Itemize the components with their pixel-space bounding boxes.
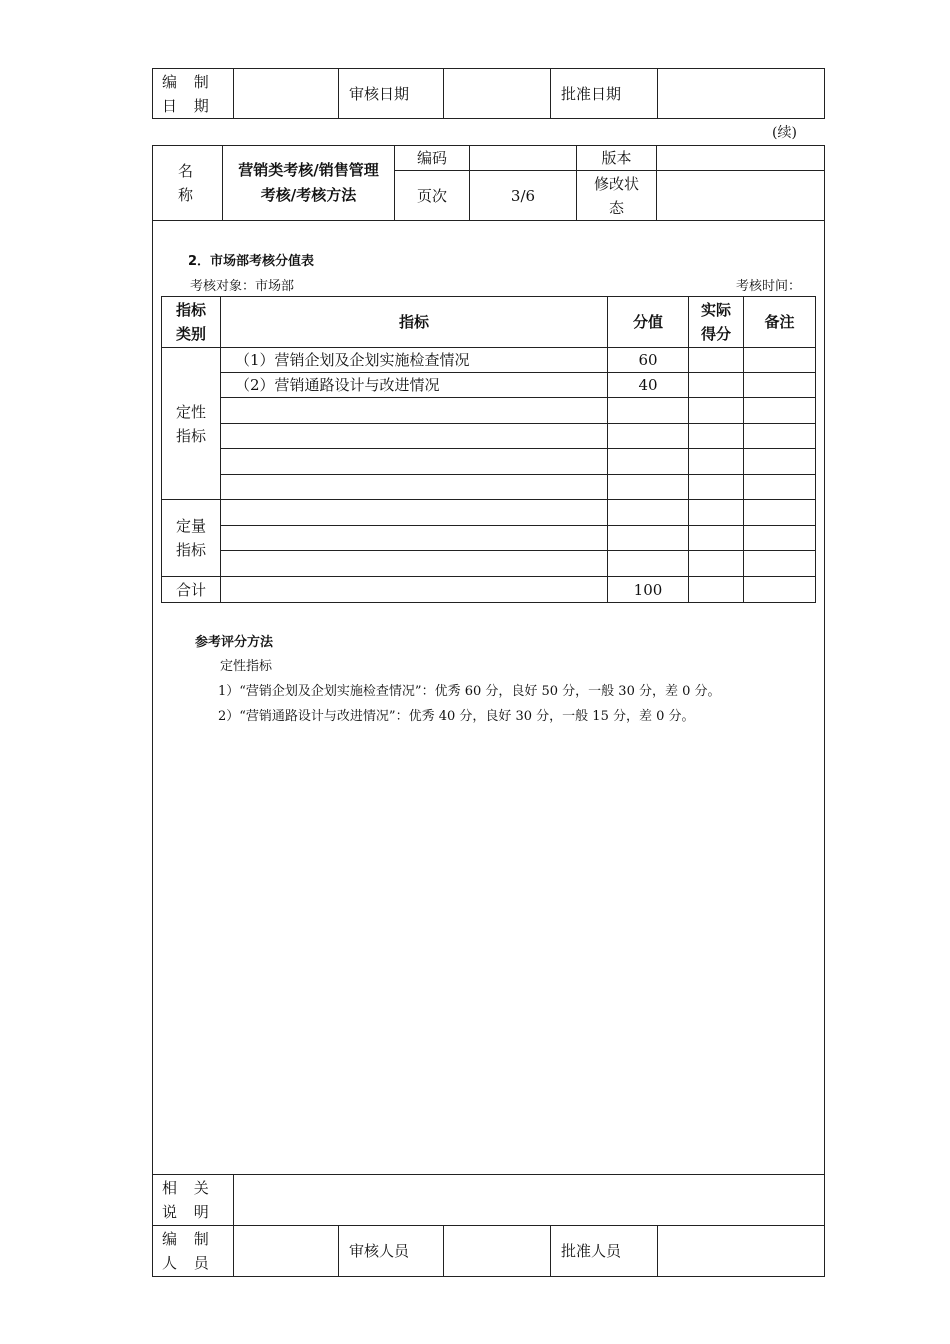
remark-cell[interactable] — [744, 348, 816, 373]
name-label: 名 称 — [153, 146, 223, 221]
page-label: 页次 — [395, 171, 470, 221]
table-row — [162, 526, 816, 551]
approve-date-label: 批准日期 — [551, 69, 658, 119]
total-indicator-cell — [221, 577, 608, 603]
indicator-cell[interactable] — [221, 551, 608, 577]
header-remark: 备注 — [744, 297, 816, 348]
compile-date-label: 编 制 日 期 — [153, 69, 234, 119]
compiler-value[interactable] — [234, 1226, 339, 1277]
score-cell[interactable] — [608, 526, 689, 551]
review-date-value[interactable] — [444, 69, 551, 119]
score-cell[interactable] — [608, 551, 689, 577]
total-actual-cell[interactable] — [689, 577, 744, 603]
score-cell[interactable] — [608, 398, 689, 424]
review-date-label: 审核日期 — [339, 69, 444, 119]
version-value[interactable] — [657, 146, 825, 171]
quantitative-label: 定量指标 — [162, 500, 221, 577]
actual-cell[interactable] — [689, 373, 744, 398]
total-label: 合计 — [162, 577, 221, 603]
compile-date-value[interactable] — [234, 69, 339, 119]
method-item-2: 2）“营销通路设计与改进情况”：优秀 40 分，良好 30 分，一般 15 分，差 0 分。 — [218, 709, 695, 724]
header-score: 分值 — [608, 297, 689, 348]
table-row — [162, 551, 816, 577]
remark-cell[interactable] — [744, 398, 816, 424]
score-cell[interactable] — [608, 475, 689, 500]
actual-cell[interactable] — [689, 551, 744, 577]
remark-cell[interactable] — [744, 475, 816, 500]
related-label: 相 关 说 明 — [153, 1175, 234, 1226]
score-cell[interactable] — [608, 449, 689, 475]
assess-object: 考核对象：市场部 — [190, 279, 295, 294]
table-row — [162, 475, 816, 500]
indicator-cell: （1）营销企划及企划实施检查情况 — [221, 348, 608, 373]
total-remark-cell[interactable] — [744, 577, 816, 603]
related-value[interactable] — [234, 1175, 825, 1226]
qualitative-label: 定性指标 — [162, 348, 221, 500]
actual-cell[interactable] — [689, 398, 744, 424]
remark-cell[interactable] — [744, 551, 816, 577]
revision-label: 修改状态 — [577, 171, 657, 221]
actual-cell[interactable] — [689, 449, 744, 475]
header-actual: 实际得分 — [689, 297, 744, 348]
remark-cell[interactable] — [744, 449, 816, 475]
bottom-table — [152, 1174, 825, 1277]
code-value[interactable] — [470, 146, 577, 171]
table-row — [162, 424, 816, 449]
page-value: 3/6 — [470, 171, 577, 221]
continued-label: (续) — [772, 125, 797, 141]
table-row — [162, 348, 816, 373]
remark-cell[interactable] — [744, 373, 816, 398]
code-label: 编码 — [395, 146, 470, 171]
actual-cell[interactable] — [689, 475, 744, 500]
table-row — [162, 398, 816, 424]
remark-cell[interactable] — [744, 500, 816, 526]
method-title: 参考评分方法 — [195, 635, 274, 650]
score-table — [161, 296, 816, 603]
assess-time: 考核时间： — [736, 279, 802, 294]
reviewer-value[interactable] — [444, 1226, 551, 1277]
indicator-cell: （2）营销通路设计与改进情况 — [221, 373, 608, 398]
indicator-cell[interactable] — [221, 424, 608, 449]
table-row — [162, 373, 816, 398]
version-label: 版本 — [577, 146, 657, 171]
actual-cell[interactable] — [689, 500, 744, 526]
method-subtitle: 定性指标 — [220, 659, 273, 674]
actual-cell[interactable] — [689, 424, 744, 449]
approver-value[interactable] — [658, 1226, 825, 1277]
score-cell: 60 — [608, 348, 689, 373]
header-category: 指标类别 — [162, 297, 221, 348]
table-row — [162, 500, 816, 526]
score-cell: 40 — [608, 373, 689, 398]
name-value: 营销类考核/销售管理考核/考核方法 — [223, 146, 395, 221]
date-table — [152, 68, 825, 119]
indicator-cell[interactable] — [221, 526, 608, 551]
header-table — [152, 145, 825, 221]
indicator-cell[interactable] — [221, 500, 608, 526]
method-item-1: 1）“营销企划及企划实施检查情况”：优秀 60 分，良好 50 分，一般 30 分，差 0 分。 — [218, 684, 721, 699]
reviewer-label: 审核人员 — [339, 1226, 444, 1277]
actual-cell[interactable] — [689, 348, 744, 373]
compiler-label: 编 制 人 员 — [153, 1226, 234, 1277]
approver-label: 批准人员 — [551, 1226, 658, 1277]
score-cell[interactable] — [608, 500, 689, 526]
header-indicator: 指标 — [221, 297, 608, 348]
indicator-cell[interactable] — [221, 398, 608, 424]
total-score: 100 — [608, 577, 689, 603]
remark-cell[interactable] — [744, 526, 816, 551]
indicator-cell[interactable] — [221, 475, 608, 500]
revision-value[interactable] — [657, 171, 825, 221]
table-row — [162, 449, 816, 475]
total-row — [162, 577, 816, 603]
score-cell[interactable] — [608, 424, 689, 449]
remark-cell[interactable] — [744, 424, 816, 449]
approve-date-value[interactable] — [658, 69, 825, 119]
section-title: 2．市场部考核分值表 — [188, 254, 315, 269]
indicator-cell[interactable] — [221, 449, 608, 475]
actual-cell[interactable] — [689, 526, 744, 551]
